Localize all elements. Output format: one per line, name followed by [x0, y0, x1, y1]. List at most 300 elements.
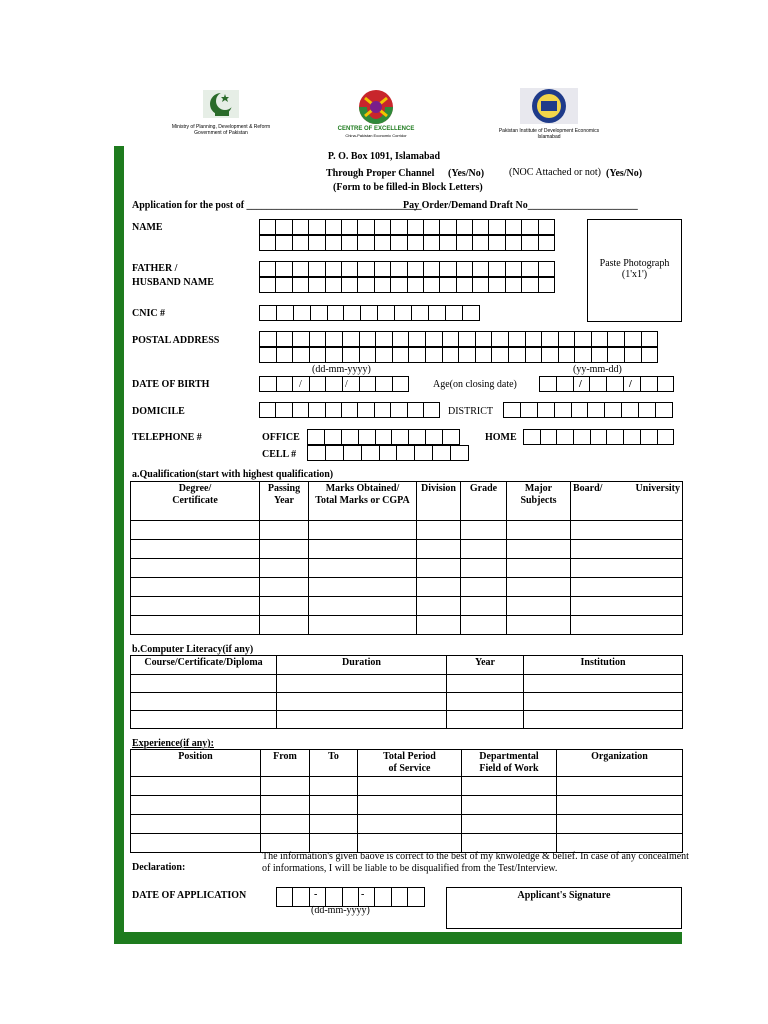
char-box[interactable] — [275, 219, 292, 235]
char-box[interactable] — [325, 277, 342, 293]
char-box[interactable] — [488, 235, 505, 251]
table-cell[interactable] — [260, 521, 309, 540]
char-box[interactable] — [505, 261, 522, 277]
char-box[interactable] — [391, 429, 409, 445]
table-cell[interactable] — [131, 597, 260, 616]
char-box[interactable] — [540, 429, 558, 445]
char-box[interactable] — [574, 347, 592, 363]
table-cell[interactable] — [462, 834, 557, 853]
table-cell[interactable] — [611, 559, 683, 578]
table-cell[interactable] — [131, 675, 277, 693]
table-cell[interactable] — [131, 711, 277, 729]
char-box[interactable] — [308, 277, 325, 293]
char-box[interactable] — [407, 219, 424, 235]
char-box[interactable] — [292, 331, 310, 347]
table-cell[interactable] — [557, 815, 683, 834]
char-box[interactable] — [341, 219, 358, 235]
char-box[interactable] — [390, 277, 407, 293]
table-cell[interactable] — [131, 559, 260, 578]
char-box[interactable] — [292, 887, 309, 907]
char-box[interactable] — [292, 261, 309, 277]
char-box[interactable] — [396, 445, 415, 461]
table-cell[interactable] — [461, 559, 507, 578]
table-cell[interactable] — [131, 815, 261, 834]
char-box[interactable] — [359, 331, 377, 347]
char-box[interactable] — [275, 235, 292, 251]
char-box[interactable] — [325, 235, 342, 251]
char-box[interactable] — [308, 235, 325, 251]
char-box[interactable] — [472, 219, 489, 235]
table-cell[interactable] — [524, 711, 683, 729]
char-box[interactable] — [558, 347, 576, 363]
char-box[interactable] — [641, 347, 659, 363]
table-cell[interactable] — [571, 616, 611, 635]
table-cell[interactable] — [309, 616, 417, 635]
table-cell[interactable] — [557, 834, 683, 853]
table-cell[interactable] — [571, 540, 611, 559]
char-box[interactable] — [259, 219, 276, 235]
table-cell[interactable] — [461, 597, 507, 616]
char-box[interactable] — [310, 305, 328, 321]
table-cell[interactable] — [310, 815, 358, 834]
char-box[interactable] — [491, 331, 509, 347]
table-cell[interactable] — [462, 815, 557, 834]
char-box[interactable] — [259, 402, 276, 418]
char-box[interactable] — [538, 235, 555, 251]
table-cell[interactable] — [261, 815, 310, 834]
table-cell[interactable] — [131, 777, 261, 796]
table-cell[interactable] — [309, 521, 417, 540]
table-cell[interactable] — [611, 578, 683, 597]
char-box[interactable] — [259, 376, 277, 392]
table-cell[interactable] — [611, 540, 683, 559]
char-box[interactable] — [276, 331, 294, 347]
char-box[interactable] — [574, 331, 592, 347]
char-box[interactable] — [606, 376, 624, 392]
char-box[interactable] — [607, 347, 625, 363]
dob-boxes[interactable] — [259, 376, 409, 392]
char-box[interactable] — [554, 402, 572, 418]
table-cell[interactable] — [261, 796, 310, 815]
char-box[interactable] — [521, 235, 538, 251]
char-box[interactable] — [591, 331, 609, 347]
signature-box[interactable] — [446, 887, 682, 929]
char-box[interactable] — [325, 376, 343, 392]
char-box[interactable] — [374, 277, 391, 293]
char-box[interactable] — [556, 429, 574, 445]
table-cell[interactable] — [507, 616, 571, 635]
table-cell[interactable] — [462, 777, 557, 796]
table-cell[interactable] — [447, 693, 524, 711]
char-box[interactable] — [375, 347, 393, 363]
char-box[interactable] — [525, 347, 543, 363]
char-box[interactable] — [357, 277, 374, 293]
postal-boxes-row2[interactable] — [259, 347, 658, 363]
char-box[interactable] — [423, 402, 440, 418]
char-box[interactable] — [308, 402, 325, 418]
char-box[interactable] — [275, 402, 292, 418]
char-box[interactable] — [392, 331, 410, 347]
char-box[interactable] — [439, 261, 456, 277]
office-boxes[interactable] — [307, 429, 460, 445]
char-box[interactable] — [525, 331, 543, 347]
father-boxes-row2[interactable] — [259, 277, 555, 293]
char-box[interactable] — [590, 429, 608, 445]
table-cell[interactable] — [277, 711, 447, 729]
table-cell[interactable] — [611, 616, 683, 635]
char-box[interactable] — [341, 277, 358, 293]
char-box[interactable] — [508, 347, 526, 363]
char-box[interactable] — [462, 305, 480, 321]
table-cell[interactable] — [557, 796, 683, 815]
char-box[interactable] — [293, 305, 311, 321]
char-box[interactable] — [407, 235, 424, 251]
char-box[interactable] — [472, 277, 489, 293]
table-cell[interactable] — [310, 834, 358, 853]
table-cell[interactable] — [131, 693, 277, 711]
table-cell[interactable] — [447, 675, 524, 693]
char-box[interactable] — [558, 331, 576, 347]
char-box[interactable] — [505, 235, 522, 251]
char-box[interactable] — [423, 235, 440, 251]
char-box[interactable] — [458, 331, 476, 347]
char-box[interactable] — [475, 347, 493, 363]
char-box[interactable] — [357, 219, 374, 235]
char-box[interactable] — [591, 347, 609, 363]
district-boxes[interactable] — [503, 402, 673, 418]
char-box[interactable] — [423, 261, 440, 277]
char-box[interactable] — [425, 347, 443, 363]
table-cell[interactable] — [131, 796, 261, 815]
char-box[interactable] — [325, 347, 343, 363]
char-box[interactable] — [390, 219, 407, 235]
table-cell[interactable] — [557, 777, 683, 796]
table-cell[interactable] — [417, 540, 461, 559]
char-box[interactable] — [407, 261, 424, 277]
table-cell[interactable] — [309, 559, 417, 578]
char-box[interactable] — [391, 887, 408, 907]
char-box[interactable] — [275, 261, 292, 277]
char-box[interactable] — [456, 235, 473, 251]
char-box[interactable] — [292, 235, 309, 251]
char-box[interactable] — [456, 219, 473, 235]
char-box[interactable] — [359, 347, 377, 363]
char-box[interactable] — [374, 235, 391, 251]
table-cell[interactable] — [261, 834, 310, 853]
char-box[interactable] — [607, 331, 625, 347]
char-box[interactable] — [456, 277, 473, 293]
table-cell[interactable] — [461, 521, 507, 540]
table-cell[interactable] — [260, 616, 309, 635]
char-box[interactable] — [538, 261, 555, 277]
table-cell[interactable] — [507, 540, 571, 559]
char-box[interactable] — [641, 331, 659, 347]
char-box[interactable] — [521, 219, 538, 235]
char-box[interactable] — [520, 402, 538, 418]
char-box[interactable] — [571, 402, 589, 418]
table-cell[interactable] — [417, 597, 461, 616]
char-box[interactable] — [505, 277, 522, 293]
table-cell[interactable] — [507, 578, 571, 597]
char-box[interactable] — [488, 277, 505, 293]
char-box[interactable] — [408, 347, 426, 363]
table-cell[interactable] — [358, 834, 462, 853]
char-box[interactable] — [292, 347, 310, 363]
char-box[interactable] — [624, 347, 642, 363]
char-box[interactable] — [423, 277, 440, 293]
char-box[interactable] — [374, 261, 391, 277]
char-box[interactable] — [341, 261, 358, 277]
char-box[interactable] — [324, 429, 342, 445]
char-box[interactable] — [538, 219, 555, 235]
char-box[interactable] — [392, 376, 410, 392]
table-cell[interactable] — [131, 540, 260, 559]
table-cell[interactable] — [447, 711, 524, 729]
char-box[interactable] — [439, 235, 456, 251]
char-box[interactable] — [488, 219, 505, 235]
char-box[interactable] — [442, 331, 460, 347]
char-box[interactable] — [357, 402, 374, 418]
table-cell[interactable] — [131, 521, 260, 540]
char-box[interactable] — [394, 305, 412, 321]
table-cell[interactable] — [260, 540, 309, 559]
char-box[interactable] — [259, 235, 276, 251]
char-box[interactable] — [408, 429, 426, 445]
char-box[interactable] — [445, 305, 463, 321]
father-boxes-row1[interactable] — [259, 261, 555, 277]
char-box[interactable] — [556, 376, 574, 392]
char-box[interactable] — [523, 429, 541, 445]
char-box[interactable] — [276, 376, 294, 392]
char-box[interactable] — [414, 445, 433, 461]
char-box[interactable] — [408, 331, 426, 347]
postal-boxes-row1[interactable] — [259, 331, 658, 347]
table-cell[interactable] — [417, 521, 461, 540]
table-cell[interactable] — [358, 796, 462, 815]
char-box[interactable] — [343, 445, 362, 461]
char-box[interactable] — [360, 305, 378, 321]
char-box[interactable] — [342, 331, 360, 347]
table-cell[interactable] — [260, 578, 309, 597]
char-box[interactable] — [375, 429, 393, 445]
table-cell[interactable] — [571, 578, 611, 597]
char-box[interactable] — [343, 305, 361, 321]
char-box[interactable] — [655, 402, 673, 418]
table-cell[interactable] — [461, 578, 507, 597]
char-box[interactable] — [505, 219, 522, 235]
char-box[interactable] — [521, 277, 538, 293]
table-cell[interactable] — [524, 693, 683, 711]
table-cell[interactable] — [461, 540, 507, 559]
char-box[interactable] — [423, 219, 440, 235]
char-box[interactable] — [621, 402, 639, 418]
char-box[interactable] — [657, 376, 675, 392]
char-box[interactable] — [624, 331, 642, 347]
char-box[interactable] — [375, 376, 393, 392]
table-cell[interactable] — [310, 796, 358, 815]
char-box[interactable] — [390, 235, 407, 251]
table-cell[interactable] — [524, 675, 683, 693]
char-box[interactable] — [623, 429, 641, 445]
char-box[interactable] — [450, 445, 469, 461]
table-cell[interactable] — [462, 796, 557, 815]
char-box[interactable] — [309, 331, 327, 347]
char-box[interactable] — [276, 305, 294, 321]
char-box[interactable] — [606, 429, 624, 445]
char-box[interactable] — [375, 331, 393, 347]
name-boxes-row2[interactable] — [259, 235, 555, 251]
table-cell[interactable] — [277, 675, 447, 693]
char-box[interactable] — [374, 887, 391, 907]
char-box[interactable] — [407, 887, 424, 907]
char-box[interactable] — [432, 445, 451, 461]
char-box[interactable] — [276, 347, 294, 363]
char-box[interactable] — [275, 277, 292, 293]
char-box[interactable] — [325, 445, 344, 461]
char-box[interactable] — [439, 277, 456, 293]
char-box[interactable] — [640, 376, 658, 392]
table-cell[interactable] — [611, 521, 683, 540]
char-box[interactable] — [411, 305, 429, 321]
table-cell[interactable] — [261, 777, 310, 796]
char-box[interactable] — [407, 402, 424, 418]
char-box[interactable] — [425, 429, 443, 445]
char-box[interactable] — [573, 429, 591, 445]
char-box[interactable] — [538, 277, 555, 293]
char-box[interactable] — [604, 402, 622, 418]
char-box[interactable] — [259, 331, 277, 347]
table-cell[interactable] — [417, 559, 461, 578]
table-cell[interactable] — [507, 597, 571, 616]
char-box[interactable] — [425, 331, 443, 347]
char-box[interactable] — [357, 261, 374, 277]
table-cell[interactable] — [358, 815, 462, 834]
table-cell[interactable] — [461, 616, 507, 635]
char-box[interactable] — [456, 261, 473, 277]
char-box[interactable] — [657, 429, 675, 445]
char-box[interactable] — [638, 402, 656, 418]
char-box[interactable] — [327, 305, 345, 321]
char-box[interactable] — [587, 402, 605, 418]
char-box[interactable] — [359, 376, 377, 392]
char-box[interactable] — [308, 261, 325, 277]
char-box[interactable] — [325, 887, 342, 907]
char-box[interactable] — [390, 402, 407, 418]
table-cell[interactable] — [417, 616, 461, 635]
table-cell[interactable] — [571, 559, 611, 578]
home-boxes[interactable] — [523, 429, 674, 445]
table-cell[interactable] — [309, 597, 417, 616]
char-box[interactable] — [361, 445, 380, 461]
char-box[interactable] — [472, 261, 489, 277]
table-cell[interactable] — [507, 559, 571, 578]
char-box[interactable] — [341, 402, 358, 418]
char-box[interactable] — [439, 219, 456, 235]
char-box[interactable] — [292, 277, 309, 293]
char-box[interactable] — [374, 219, 391, 235]
char-box[interactable] — [392, 347, 410, 363]
table-cell[interactable] — [417, 578, 461, 597]
char-box[interactable] — [307, 429, 325, 445]
char-box[interactable] — [541, 331, 559, 347]
age-boxes[interactable] — [539, 376, 674, 392]
char-box[interactable] — [308, 219, 325, 235]
char-box[interactable] — [589, 376, 607, 392]
char-box[interactable] — [342, 347, 360, 363]
date-application-boxes[interactable] — [276, 887, 425, 907]
char-box[interactable] — [488, 261, 505, 277]
cnic-boxes[interactable] — [259, 305, 480, 321]
char-box[interactable] — [379, 445, 398, 461]
char-box[interactable] — [309, 347, 327, 363]
char-box[interactable] — [521, 261, 538, 277]
char-box[interactable] — [539, 376, 557, 392]
char-box[interactable] — [508, 331, 526, 347]
table-cell[interactable] — [611, 597, 683, 616]
table-cell[interactable] — [260, 559, 309, 578]
table-cell[interactable] — [507, 521, 571, 540]
char-box[interactable] — [377, 305, 395, 321]
char-box[interactable] — [472, 235, 489, 251]
char-box[interactable] — [259, 261, 276, 277]
char-box[interactable] — [276, 887, 293, 907]
char-box[interactable] — [325, 261, 342, 277]
char-box[interactable] — [259, 277, 276, 293]
char-box[interactable] — [341, 235, 358, 251]
char-box[interactable] — [309, 376, 327, 392]
table-cell[interactable] — [131, 834, 261, 853]
table-cell[interactable] — [310, 777, 358, 796]
char-box[interactable] — [374, 402, 391, 418]
char-box[interactable] — [442, 347, 460, 363]
table-cell[interactable] — [309, 578, 417, 597]
char-box[interactable] — [475, 331, 493, 347]
char-box[interactable] — [259, 305, 277, 321]
table-cell[interactable] — [309, 540, 417, 559]
char-box[interactable] — [259, 347, 277, 363]
domicile-boxes[interactable] — [259, 402, 440, 418]
char-box[interactable] — [342, 887, 359, 907]
char-box[interactable] — [503, 402, 521, 418]
char-box[interactable] — [537, 402, 555, 418]
char-box[interactable] — [292, 219, 309, 235]
char-box[interactable] — [407, 277, 424, 293]
char-box[interactable] — [390, 261, 407, 277]
table-cell[interactable] — [131, 578, 260, 597]
char-box[interactable] — [428, 305, 446, 321]
char-box[interactable] — [357, 235, 374, 251]
table-cell[interactable] — [277, 693, 447, 711]
name-boxes-row1[interactable] — [259, 219, 555, 235]
cell-boxes[interactable] — [307, 445, 469, 461]
table-cell[interactable] — [358, 777, 462, 796]
char-box[interactable] — [541, 347, 559, 363]
char-box[interactable] — [341, 429, 359, 445]
char-box[interactable] — [458, 347, 476, 363]
char-box[interactable] — [442, 429, 460, 445]
table-cell[interactable] — [571, 521, 611, 540]
char-box[interactable] — [325, 331, 343, 347]
photo-box[interactable] — [587, 219, 682, 322]
char-box[interactable] — [358, 429, 376, 445]
table-cell[interactable] — [260, 597, 309, 616]
char-box[interactable] — [309, 887, 326, 907]
table-cell[interactable] — [131, 616, 260, 635]
char-box[interactable] — [292, 402, 309, 418]
char-box[interactable] — [325, 402, 342, 418]
char-box[interactable] — [640, 429, 658, 445]
char-box[interactable] — [491, 347, 509, 363]
